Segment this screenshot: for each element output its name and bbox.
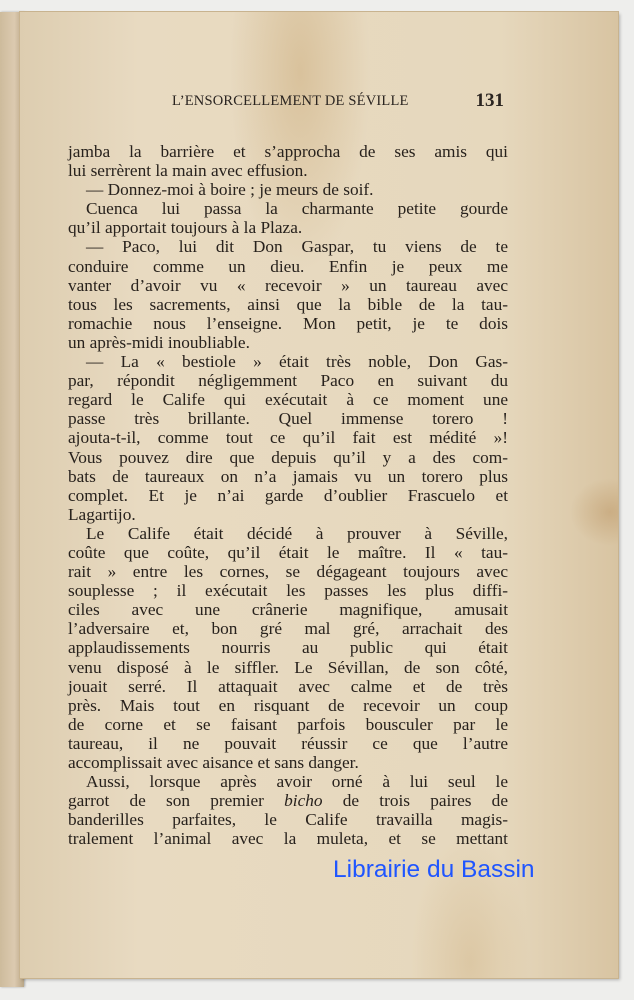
text-line: lui serrèrent la main avec effusion. bbox=[68, 161, 308, 181]
paragraph bbox=[68, 142, 508, 180]
italic-word: bicho bbox=[284, 791, 323, 811]
text-line: — Donnez-moi à boire ; je meurs de soif. bbox=[86, 180, 374, 200]
running-title: L’ENSORCELLEMENT DE SÉVILLE bbox=[172, 93, 409, 109]
text-line: complet. Et je n’ai garde d’oublier Frascuelo et bbox=[68, 485, 508, 505]
text-line: regard le Calife qui exécutait à ce moment une bbox=[68, 390, 508, 410]
watermark: Librairie du Bassin bbox=[333, 856, 535, 883]
text-line: venu disposé à le siffler. Le Sévillan, de son côté, bbox=[68, 657, 508, 677]
text-line: Aussi, lorsque après avoir orné à lui seul le bbox=[86, 772, 508, 792]
text-line: Vous pouvez dire que depuis qu’il y a des com- bbox=[68, 447, 508, 467]
paragraph bbox=[68, 180, 508, 199]
text-line bbox=[68, 791, 508, 810]
paragraph bbox=[68, 237, 508, 352]
text-line: banderilles parfaites, le Calife travailla magis- bbox=[68, 810, 508, 830]
text-segment: de trois paires de bbox=[322, 791, 508, 811]
text-line: accomplissait avec aisance et sans danger. bbox=[68, 753, 359, 772]
text-line: tralement l’animal avec la muleta, et se mettant bbox=[68, 829, 508, 849]
text-line: ajouta-t-il, comme tout ce qu’il fait est médité »! bbox=[68, 428, 508, 448]
text-line: l’adversaire et, bon gré mal gré, arrachait des bbox=[68, 619, 508, 639]
text-line: près. Mais tout en risquant de recevoir un coup bbox=[68, 695, 508, 715]
paragraph bbox=[68, 524, 508, 772]
page-header bbox=[68, 90, 508, 114]
paragraph bbox=[68, 352, 508, 524]
text-line: ciles avec une crânerie magnifique, amusait bbox=[68, 600, 508, 620]
paragraph bbox=[68, 199, 508, 237]
text-line: passe très brillante. Quel immense torero ! bbox=[68, 409, 508, 429]
text-segment: garrot de son premier bbox=[68, 791, 285, 811]
text-line: de corne et se faisant parfois bousculer par le bbox=[68, 714, 508, 734]
text-line: Le Calife était décidé à prouver à Séville, bbox=[86, 523, 508, 543]
text-line: — La « bestiole » était très noble, Don Gas- bbox=[86, 352, 508, 372]
text-line: conduire comme un dieu. Enfin je peux me bbox=[68, 256, 508, 276]
text-line: jouait serré. Il attaquait avec calme et de très bbox=[68, 676, 508, 696]
text-line: taureau, il ne pouvait réussir ce que l’autre bbox=[68, 733, 508, 753]
text-line: Cuenca lui passa la charmante petite gourde bbox=[86, 199, 508, 219]
text-line: souplesse ; il exécutait les passes les plus diffi- bbox=[68, 581, 508, 601]
text-line: applaudissements nourris au public qui était bbox=[68, 638, 508, 658]
text-line: romachie nous l’enseigne. Mon petit, je te dois bbox=[68, 313, 508, 333]
text-line: coûte que coûte, qu’il était le maître. Il « tau- bbox=[68, 542, 508, 562]
text-line: vanter d’avoir vu « recevoir » un taureau avec bbox=[68, 275, 508, 295]
page-number: 131 bbox=[475, 90, 504, 111]
text-line: bats de taureaux on n’a jamais vu un torero plus bbox=[68, 466, 508, 486]
text-line: rait » entre les cornes, se dégageant toujours avec bbox=[68, 562, 508, 582]
text-line: — Paco, lui dit Don Gaspar, tu viens de te bbox=[86, 237, 508, 257]
paragraph bbox=[68, 772, 508, 848]
text-line: tous les sacrements, ainsi que la bible de la tau- bbox=[68, 294, 508, 314]
text-line: jamba la barrière et s’approcha de ses amis qui bbox=[68, 142, 508, 161]
text-line: un après-midi inoubliable. bbox=[68, 332, 250, 352]
text-line: par, répondit négligemment Paco en suivant du bbox=[68, 371, 508, 391]
text-line: qu’il apportait toujours à la Plaza. bbox=[68, 218, 303, 238]
body-text bbox=[68, 142, 508, 848]
text-line: Lagartijo. bbox=[68, 504, 136, 524]
